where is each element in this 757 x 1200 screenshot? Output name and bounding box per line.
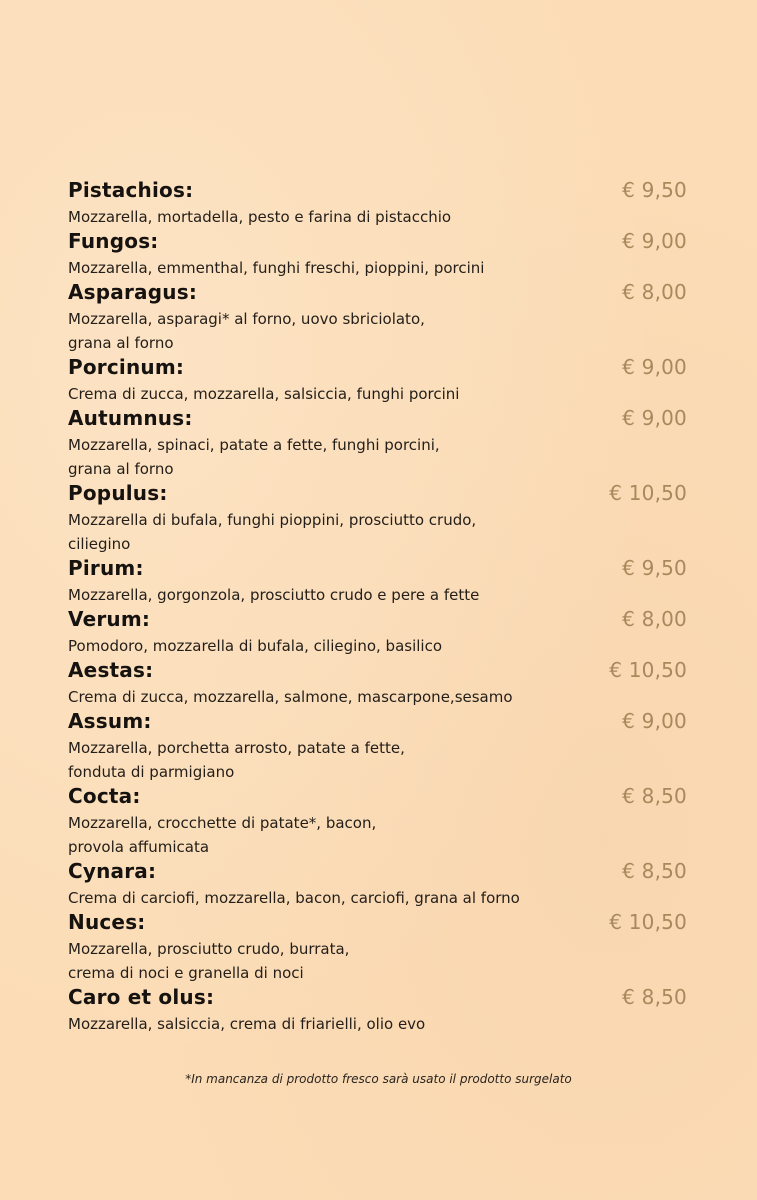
item-description: Crema di carciofi, mozzarella, bacon, carciofi, grana al forno — [68, 889, 520, 907]
item-price: € 9,00 — [622, 709, 687, 733]
menu-item-cynara — [68, 859, 687, 910]
item-description: Mozzarella, mortadella, pesto e farina di pistacchio — [68, 208, 452, 226]
menu-item-autumnus — [68, 406, 687, 481]
item-description: Crema di zucca, mozzarella, salmone, mascarpone,sesamo — [68, 688, 513, 706]
item-description: Mozzarella, gorgonzola, prosciutto crudo e pere a fette — [68, 586, 480, 604]
item-name: Populus: — [68, 481, 168, 505]
item-price: € 9,00 — [622, 406, 687, 430]
item-price: € 9,00 — [622, 229, 687, 253]
menu-item-assum — [68, 709, 687, 784]
item-price: € 8,50 — [622, 859, 687, 883]
item-price: € 9,00 — [622, 355, 687, 379]
item-name: Porcinum: — [68, 355, 185, 379]
item-description: Crema di zucca, mozzarella, salsiccia, funghi porcini — [68, 385, 460, 403]
menu-item-asparagus — [68, 280, 687, 355]
item-price: € 10,50 — [609, 910, 687, 934]
menu-item-pistachios — [68, 178, 687, 229]
item-description: Mozzarella, spinaci, patate a fette, funghi porcini, grana al forno — [68, 436, 440, 478]
item-price: € 9,50 — [622, 556, 687, 580]
item-price: € 8,00 — [622, 607, 687, 631]
item-description: Mozzarella, asparagi* al forno, uovo sbriciolato, grana al forno — [68, 310, 425, 352]
item-description: Mozzarella, prosciutto crudo, burrata, crema di noci e granella di noci — [68, 940, 350, 982]
item-description: Mozzarella di bufala, funghi pioppini, prosciutto crudo, ciliegino — [68, 511, 477, 553]
item-price: € 8,00 — [622, 280, 687, 304]
frozen-product-footnote: *In mancanza di prodotto fresco sarà usato il prodotto surgelato — [185, 1072, 572, 1086]
item-name: Cocta: — [68, 784, 141, 808]
item-price: € 8,50 — [622, 985, 687, 1009]
item-description: Mozzarella, emmenthal, funghi freschi, pioppini, porcini — [68, 259, 485, 277]
item-name: Caro et olus: — [68, 985, 215, 1009]
item-name: Autumnus: — [68, 406, 193, 430]
item-description: Mozzarella, porchetta arrosto, patate a fette, fonduta di parmigiano — [68, 739, 405, 781]
menu-item-verum — [68, 607, 687, 658]
item-price: € 8,50 — [622, 784, 687, 808]
item-description: Mozzarella, crocchette di patate*, bacon, provola affumicata — [68, 814, 377, 856]
menu-item-populus — [68, 481, 687, 556]
item-price: € 9,50 — [622, 178, 687, 202]
item-name: Aestas: — [68, 658, 154, 682]
item-name: Pistachios: — [68, 178, 194, 202]
item-name: Verum: — [68, 607, 151, 631]
pizza-menu — [68, 178, 687, 1036]
item-name: Cynara: — [68, 859, 157, 883]
item-name: Asparagus: — [68, 280, 198, 304]
item-name: Nuces: — [68, 910, 146, 934]
menu-item-cocta — [68, 784, 687, 859]
item-name: Pirum: — [68, 556, 144, 580]
item-description: Pomodoro, mozzarella di bufala, ciliegino, basilico — [68, 637, 443, 655]
menu-item-porcinum — [68, 355, 687, 406]
item-name: Fungos: — [68, 229, 159, 253]
menu-item-caro-et-olus — [68, 985, 687, 1036]
item-price: € 10,50 — [609, 481, 687, 505]
item-price: € 10,50 — [609, 658, 687, 682]
item-description: Mozzarella, salsiccia, crema di friarielli, olio evo — [68, 1015, 426, 1033]
menu-item-pirum — [68, 556, 687, 607]
menu-item-aestas — [68, 658, 687, 709]
menu-item-nuces — [68, 910, 687, 985]
item-name: Assum: — [68, 709, 152, 733]
menu-item-fungos — [68, 229, 687, 280]
